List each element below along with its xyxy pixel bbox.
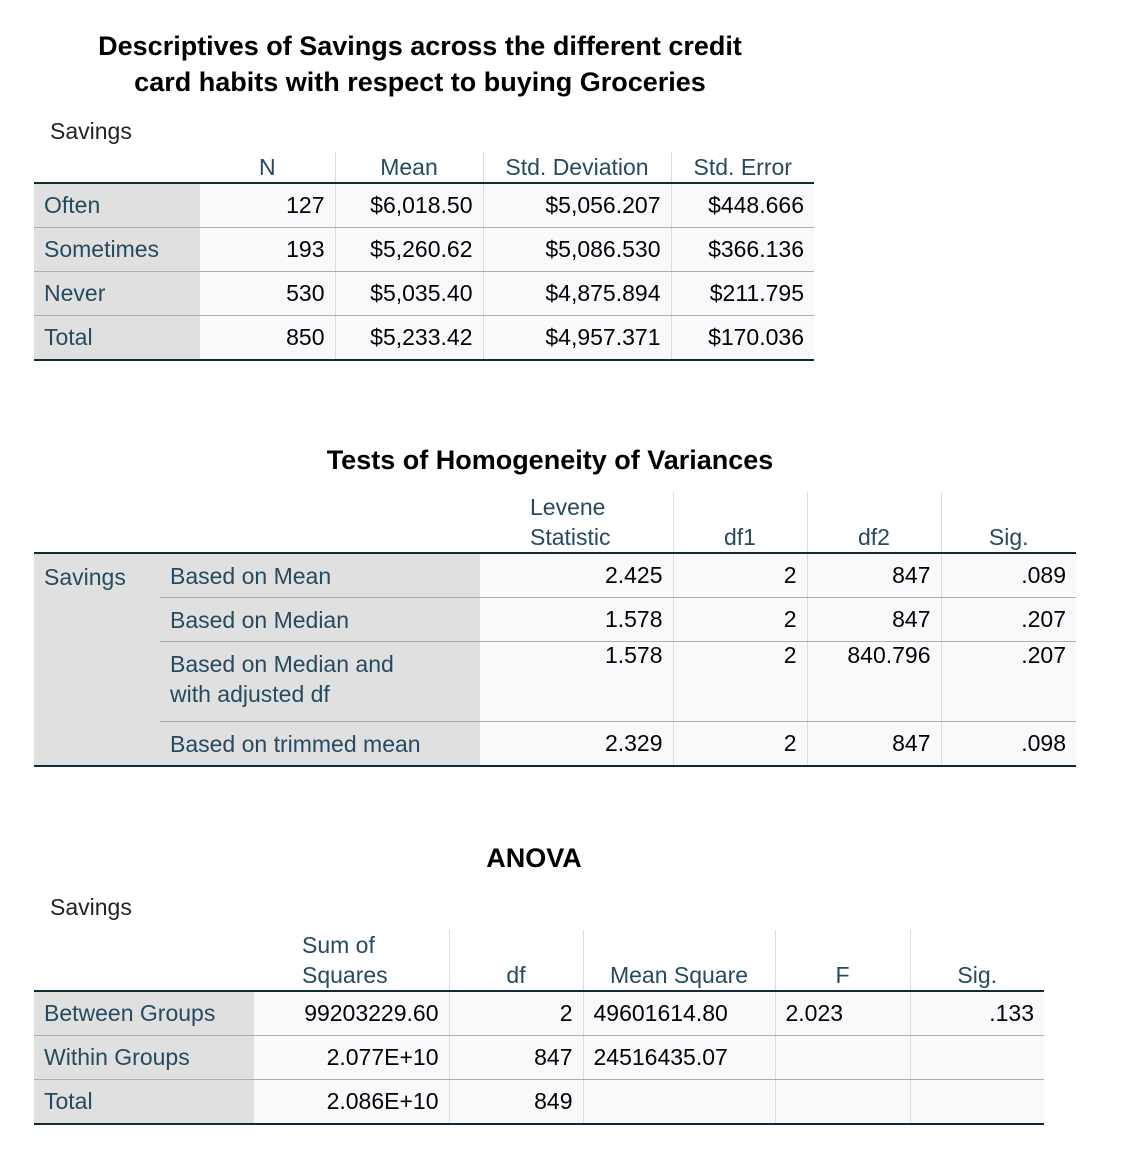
cell-n: 193 — [200, 228, 335, 272]
cell-df2: 847 — [807, 722, 941, 767]
cell-sig: .133 — [910, 991, 1044, 1036]
cell-levene-statistic: 1.578 — [480, 598, 673, 642]
col-header-levene-statistic: Levene Statistic — [530, 494, 611, 550]
cell-df: 847 — [449, 1036, 583, 1080]
cell-df2: 847 — [807, 598, 941, 642]
row-label: Sometimes — [34, 228, 200, 272]
cell-mean: $6,018.50 — [335, 183, 483, 228]
cell-n: 530 — [200, 272, 335, 316]
cell-f: 2.023 — [775, 991, 910, 1036]
cell-levene-statistic: 2.425 — [480, 553, 673, 598]
cell-std-deviation: $5,056.207 — [483, 183, 671, 228]
row-label: Based on trimmed mean — [160, 722, 480, 767]
cell-std-deviation: $4,875.894 — [483, 272, 671, 316]
descriptives-table — [34, 152, 814, 361]
cell-df2: 840.796 — [807, 642, 941, 722]
cell-sig — [910, 1036, 1044, 1080]
col-header-df: df — [449, 930, 583, 991]
table-row — [34, 1036, 1044, 1080]
table-row — [34, 183, 814, 228]
anova-title: ANOVA — [486, 843, 582, 873]
descriptives-title — [40, 28, 800, 100]
cell-levene-statistic: 1.578 — [480, 642, 673, 722]
descriptives-title-line1: Descriptives of Savings across the different credit — [98, 31, 742, 61]
col-header-std-error: Std. Error — [671, 152, 814, 183]
row-label: Within Groups — [34, 1036, 254, 1080]
row-label: Based on Mean — [160, 553, 480, 598]
row-label: Total — [34, 1080, 254, 1125]
row-label: Total — [34, 316, 200, 361]
col-header-mean: Mean — [335, 152, 483, 183]
cell-sum-of-squares: 2.086E+10 — [254, 1080, 449, 1125]
homogeneity-title: Tests of Homogeneity of Variances — [326, 445, 774, 475]
group-label-savings: Savings — [34, 553, 160, 766]
table-row — [34, 642, 1076, 722]
row-label: Never — [34, 272, 200, 316]
cell-std-error: $448.666 — [671, 183, 814, 228]
cell-df1: 2 — [673, 642, 807, 722]
col-header-std-deviation: Std. Deviation — [483, 152, 671, 183]
cell-f — [775, 1036, 910, 1080]
cell-df: 849 — [449, 1080, 583, 1125]
cell-std-error: $366.136 — [671, 228, 814, 272]
cell-sig: .089 — [941, 553, 1076, 598]
cell-mean-square: 49601614.80 — [583, 991, 775, 1036]
col-header-sig: Sig. — [941, 492, 1076, 553]
col-header-sig: Sig. — [910, 930, 1044, 991]
table-row — [34, 1080, 1044, 1125]
cell-mean-square: 24516435.07 — [583, 1036, 775, 1080]
cell-n: 127 — [200, 183, 335, 228]
anova-variable-label: Savings — [50, 894, 132, 920]
cell-df1: 2 — [673, 598, 807, 642]
cell-std-error: $211.795 — [671, 272, 814, 316]
table-row — [34, 553, 1076, 598]
col-header-df2: df2 — [807, 492, 941, 553]
cell-sum-of-squares: 2.077E+10 — [254, 1036, 449, 1080]
row-label: Based on Median and with adjusted df — [160, 642, 480, 722]
cell-std-deviation: $5,086.530 — [483, 228, 671, 272]
col-header-f: F — [775, 930, 910, 991]
table-row — [34, 598, 1076, 642]
cell-sig: .207 — [941, 642, 1076, 722]
cell-std-deviation: $4,957.371 — [483, 316, 671, 361]
descriptives-variable-label: Savings — [50, 118, 132, 144]
cell-df1: 2 — [673, 553, 807, 598]
row-label: Based on Median — [160, 598, 480, 642]
cell-df2: 847 — [807, 553, 941, 598]
row-label: Between Groups — [34, 991, 254, 1036]
cell-sig: .098 — [941, 722, 1076, 767]
col-header-sum-of-squares: Sum of Squares — [302, 932, 388, 988]
descriptives-title-line2: card habits with respect to buying Groceries — [134, 67, 706, 97]
cell-mean-square — [583, 1080, 775, 1125]
cell-sum-of-squares: 99203229.60 — [254, 991, 449, 1036]
anova-table — [34, 930, 1044, 1125]
cell-df: 2 — [449, 991, 583, 1036]
col-header-n: N — [258, 154, 276, 180]
row-label: Often — [34, 183, 200, 228]
homogeneity-table — [34, 492, 1076, 767]
cell-mean: $5,233.42 — [335, 316, 483, 361]
table-row — [34, 272, 814, 316]
cell-mean: $5,035.40 — [335, 272, 483, 316]
cell-df1: 2 — [673, 722, 807, 767]
cell-n: 850 — [200, 316, 335, 361]
cell-f — [775, 1080, 910, 1125]
cell-std-error: $170.036 — [671, 316, 814, 361]
cell-sig: .207 — [941, 598, 1076, 642]
cell-sig — [910, 1080, 1044, 1125]
table-row — [34, 991, 1044, 1036]
cell-mean: $5,260.62 — [335, 228, 483, 272]
cell-levene-statistic: 2.329 — [480, 722, 673, 767]
col-header-mean-square: Mean Square — [583, 930, 775, 991]
col-header-df1: df1 — [673, 492, 807, 553]
table-row — [34, 228, 814, 272]
table-row — [34, 722, 1076, 767]
table-row — [34, 316, 814, 361]
